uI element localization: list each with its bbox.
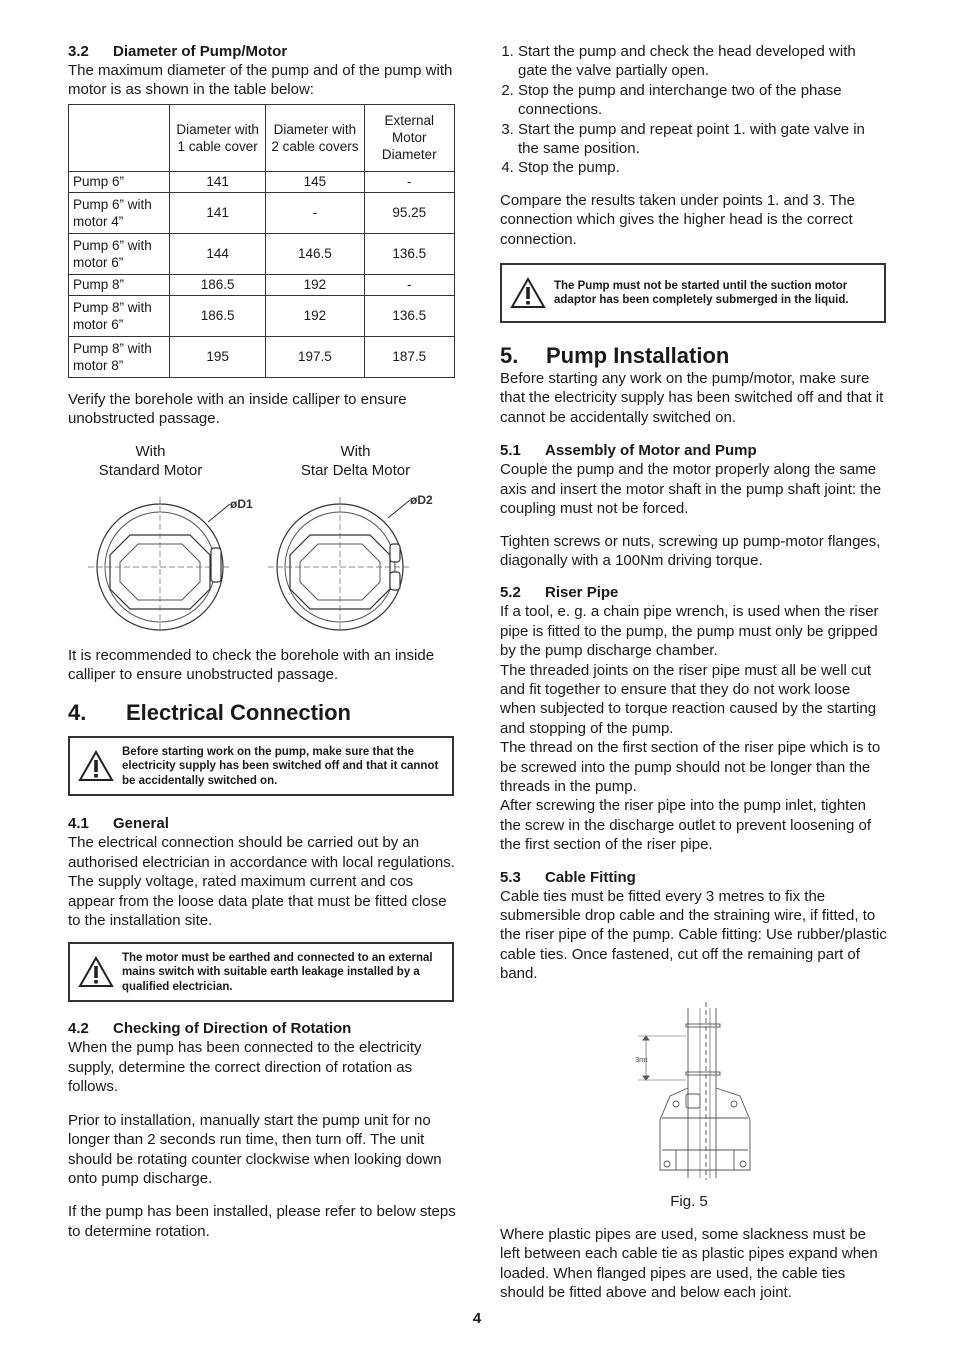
cable-fitting-figure (500, 1000, 888, 1182)
warning-icon (70, 956, 122, 988)
table-cell: 145 (266, 171, 364, 192)
table-row (69, 171, 455, 192)
warning-box (68, 736, 454, 796)
table-cell: - (266, 192, 364, 233)
table-cell: 195 (170, 336, 266, 377)
table-header-cell: Diameter with 2 cable covers (266, 104, 364, 171)
section-3-2-heading (68, 42, 458, 61)
d1-label: øD1 (230, 496, 253, 511)
table-cell: 186.5 (170, 274, 266, 295)
section-5-1-heading (500, 441, 888, 460)
paragraph: Verify the borehole with an inside calliper to ensure unobstructed passage. (68, 390, 407, 428)
table-cell: 186.5 (170, 295, 266, 336)
table-cell: 136.5 (364, 233, 454, 274)
paragraph: The maximum diameter of the pump and of the pump with motor is as shown in the table below: (68, 62, 453, 99)
section-5-3-heading (500, 868, 888, 887)
paragraph: It is recommended to check the borehole with an inside calliper to ensure unobstructed passage. (68, 646, 435, 684)
left-column (68, 42, 458, 1241)
table-cell: 197.5 (266, 336, 364, 377)
section-title: Assembly of Motor and Pump (545, 442, 757, 460)
warning-text: Before starting work on the pump, make sure that the electricity supply has been switched off and that it cannot be accidentally switched on. (122, 745, 439, 787)
table-header-cell: External Motor Diameter (364, 104, 454, 171)
warning-text: The motor must be earthed and connected to an external mains switch with suitable earth leakage installed by a qualified electrician. (122, 951, 433, 993)
table-cell: 95.25 (364, 192, 454, 233)
table-cell: Pump 8” (69, 274, 170, 295)
standard-motor-diagram (88, 497, 253, 632)
table-cell: Pump 6” (69, 171, 170, 192)
paragraph: Where plastic pipes are used, some slackness must be left between each cable tie as plastic pipes expand when loaded. When flanged pipes are used, the cable ties should be fitted above and below each joint. (500, 1226, 878, 1302)
rotation-steps (500, 42, 888, 178)
section-4-2-heading (68, 1019, 458, 1038)
table-cell: - (364, 274, 454, 295)
list-item: 3. Start the pump and repeat point 1. with gate valve in the same position. (518, 120, 888, 159)
table-header-cell (69, 104, 170, 171)
figure-dimension-label: 3mt (635, 1054, 648, 1064)
table-cell: 144 (170, 233, 266, 274)
section-title: Cable Fitting (545, 868, 636, 886)
section-title: Riser Pipe (545, 584, 619, 602)
list-item: 1. Start the pump and check the head developed with gate the valve partially open. (518, 42, 888, 81)
star-delta-motor-diagram (268, 493, 433, 632)
section-4-1-heading (68, 814, 458, 833)
diagram-label-star-delta: With Star Delta Motor (300, 442, 411, 479)
table-row (69, 295, 455, 336)
page-number: 4 (472, 1310, 482, 1327)
paragraph: Couple the pump and the motor properly along the same axis and insert the motor shaft in the pump shaft joint: the coupling must not be forced. (500, 461, 882, 518)
table-row (69, 233, 455, 274)
section-number: 5.1 (500, 442, 521, 460)
section-4-heading (68, 700, 458, 726)
paragraph: If a tool, e. g. a chain pipe wrench, is used when the riser pipe is fitted to the pump, the pump must only be gripped by the pump discharge chamber. The threaded joints on the riser pipe must all be well cut and fit together to ensure that they do not work loose when subjected to torque reaction caused by the starting and stopping of the pump. The thread on the first section of the riser pipe which is to be screwed into the pump should not be longer than the threads in the pump. After screwing the riser pipe into the pump inlet, tighten the screw in the discharge outlet to prevent loosening of the first section of the riser pipe. (500, 603, 881, 854)
section-number: 4.2 (68, 1020, 89, 1038)
section-5-heading (500, 343, 888, 369)
warning-box (68, 942, 454, 1002)
table-cell: 192 (266, 295, 364, 336)
section-number: 4. (68, 700, 87, 726)
table-cell: 192 (266, 274, 364, 295)
section-title: Checking of Direction of Rotation (113, 1020, 352, 1038)
paragraph: Before starting any work on the pump/motor, make sure that the electricity supply has been switched off and that it cannot be accidentally switched on. (500, 370, 884, 426)
list-item: 4. Stop the pump. (518, 158, 888, 177)
warning-icon (502, 277, 554, 309)
section-number: 5.2 (500, 584, 521, 602)
table-cell: Pump 8” with motor 8” (69, 336, 170, 377)
section-5-2-heading (500, 583, 888, 602)
table-header-row (69, 104, 455, 171)
section-number: 5.3 (500, 868, 521, 886)
table-row (69, 192, 455, 233)
warning-icon (70, 750, 122, 782)
table-cell: 146.5 (266, 233, 364, 274)
section-title: Pump Installation (546, 343, 730, 369)
warning-text: The Pump must not be started until the suction motor adaptor has been completely submerged in the liquid. (554, 279, 849, 307)
section-number: 3.2 (68, 43, 89, 60)
section-number: 4.1 (68, 815, 89, 833)
table-cell: Pump 6” with motor 6” (69, 233, 170, 274)
section-number: 5. (500, 343, 519, 369)
right-column (500, 42, 888, 1303)
diagram-label-standard: With Standard Motor (98, 442, 203, 479)
table-cell: Pump 6” with motor 4” (69, 192, 170, 233)
table-cell: 136.5 (364, 295, 454, 336)
table-cell: 187.5 (364, 336, 454, 377)
paragraph: Tighten screws or nuts, screwing up pump-motor flanges, diagonally with a 100Nm driving torque. (500, 532, 881, 569)
paragraph: If the pump has been installed, please refer to below steps to determine rotation. (68, 1203, 456, 1240)
paragraph: Prior to installation, manually start the pump unit for no longer than 2 seconds run time, then turn off. The unit should be rotating counter clockwise when looking down onto pump discharge. (68, 1111, 442, 1187)
diameter-table (68, 104, 455, 378)
diagram-labels (68, 442, 458, 480)
table-cell: - (364, 171, 454, 192)
paragraph: Compare the results taken under points 1. and 3. The connection which gives the higher head is the correct connection. (500, 191, 855, 248)
table-cell: 141 (170, 171, 266, 192)
section-title: Electrical Connection (126, 700, 351, 726)
borehole-diagrams (68, 482, 458, 632)
table-row (69, 274, 455, 295)
paragraph: The electrical connection should be carried out by an authorised electrician in accordance with local regulations. The supply voltage, rated maximum current and cos appear from the loose data plate that must be fitted close to the installation site. (68, 834, 455, 930)
warning-box (500, 263, 886, 323)
d2-label: øD2 (410, 492, 433, 507)
table-cell: 141 (170, 192, 266, 233)
section-title: General (113, 815, 169, 833)
table-cell: Pump 8” with motor 6” (69, 295, 170, 336)
table-header-cell: Diameter with 1 cable cover (170, 104, 266, 171)
figure-caption: Fig. 5 (670, 1192, 708, 1210)
list-item: 2. Stop the pump and interchange two of the phase connections. (518, 81, 888, 120)
table-row (69, 336, 455, 377)
section-title: Diameter of Pump/Motor (113, 43, 288, 60)
paragraph: Cable ties must be fitted every 3 metres to fix the submersible drop cable and the straining wire, if fitted, to the riser pipe of the pump. Cable fitting: Use rubber/plastic cable ties. Once fastened, cut off the remaining part of band. (500, 887, 887, 983)
paragraph: When the pump has been connected to the electricity supply, determine the correct direction of rotation as follows. (68, 1039, 422, 1096)
